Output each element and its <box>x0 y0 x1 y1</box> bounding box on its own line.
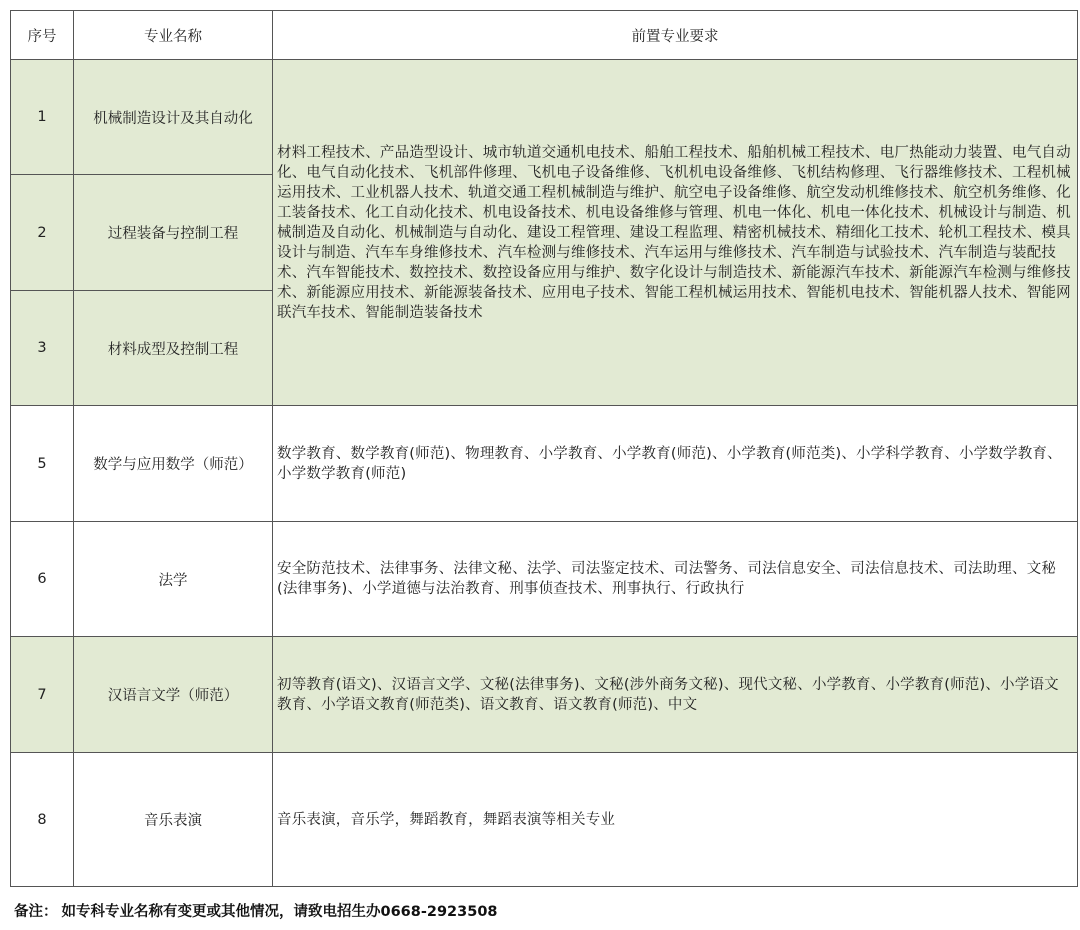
row-major-name: 法学 <box>74 522 273 637</box>
header-major-name: 专业名称 <box>74 11 273 60</box>
row-no: 1 <box>11 60 74 175</box>
major-requirements-table <box>10 10 1078 887</box>
header-requirement: 前置专业要求 <box>273 11 1078 60</box>
row-no: 2 <box>11 175 74 291</box>
row-major-name: 材料成型及控制工程 <box>74 291 273 406</box>
row-requirement-merged: 材料工程技术、产品造型设计、城市轨道交通机电技术、船舶工程技术、船舶机械工程技术、电厂热能动力装置、电气自动化、电气自动化技术、飞机部件修理、飞机电子设备维修、飞机机电设备维修、飞机结构修理、飞行器维修技术、工程机械运用技术、工业机器人技术、轨道交通工程机械制造与维护、航空电子设备维修、航空发动机维修技术、航空机务维修、化工装备技术、化工自动化技术、机电设备技术、机电设备维修与管理、机电一体化、机电一体化技术、机械设计与制造、机械制造及自动化、机械制造与自动化、建设工程管理、建设工程监理、精密机械技术、精细化工技术、轮机工程技术、模具设计与制造、汽车车身维修技术、汽车检测与维修技术、汽车运用与维修技术、汽车制造与试验技术、汽车制造与装配技术、汽车智能技术、数控技术、数控设备应用与维护、数字化设计与制造技术、新能源汽车技术、新能源汽车检测与维修技术、新能源应用技术、新能源装备技术、应用电子技术、智能工程机械运用技术、智能机电技术、智能机器人技术、智能网联汽车技术、智能制造装备技术 <box>273 60 1078 406</box>
table-row <box>11 522 1078 637</box>
footnote <box>14 900 498 921</box>
row-no: 5 <box>11 406 74 522</box>
row-major-name: 数学与应用数学（师范） <box>74 406 273 522</box>
table-row <box>11 637 1078 753</box>
table-row <box>11 60 1078 175</box>
footnote-text: 如专科专业名称有变更或其他情况，请致电招生办0668-2923508 <box>61 904 498 920</box>
header-no: 序号 <box>11 11 74 60</box>
row-major-name: 过程装备与控制工程 <box>74 175 273 291</box>
row-no: 7 <box>11 637 74 753</box>
row-no: 8 <box>11 753 74 887</box>
row-requirement: 数学教育、数学教育(师范)、物理教育、小学教育、小学教育(师范)、小学教育(师范类)、小学科学教育、小学数学教育、小学数学教育(师范) <box>273 406 1078 522</box>
row-requirement: 初等教育(语文)、汉语言文学、文秘(法律事务)、文秘(涉外商务文秘)、现代文秘、小学教育、小学教育(师范)、小学语文教育、小学语文教育(师范类)、语文教育、语文教育(师范)、中文 <box>273 637 1078 753</box>
table-row <box>11 406 1078 522</box>
row-major-name: 机械制造设计及其自动化 <box>74 60 273 175</box>
header-row <box>11 11 1078 60</box>
footnote-label: 备注： <box>14 904 58 920</box>
row-major-name: 音乐表演 <box>74 753 273 887</box>
row-no: 6 <box>11 522 74 637</box>
row-major-name: 汉语言文学（师范） <box>74 637 273 753</box>
row-requirement: 音乐表演，音乐学，舞蹈教育，舞蹈表演等相关专业 <box>273 753 1078 887</box>
row-no: 3 <box>11 291 74 406</box>
table-row <box>11 753 1078 887</box>
row-requirement: 安全防范技术、法律事务、法律文秘、法学、司法鉴定技术、司法警务、司法信息安全、司法信息技术、司法助理、文秘(法律事务)、小学道德与法治教育、刑事侦查技术、刑事执行、行政执行 <box>273 522 1078 637</box>
